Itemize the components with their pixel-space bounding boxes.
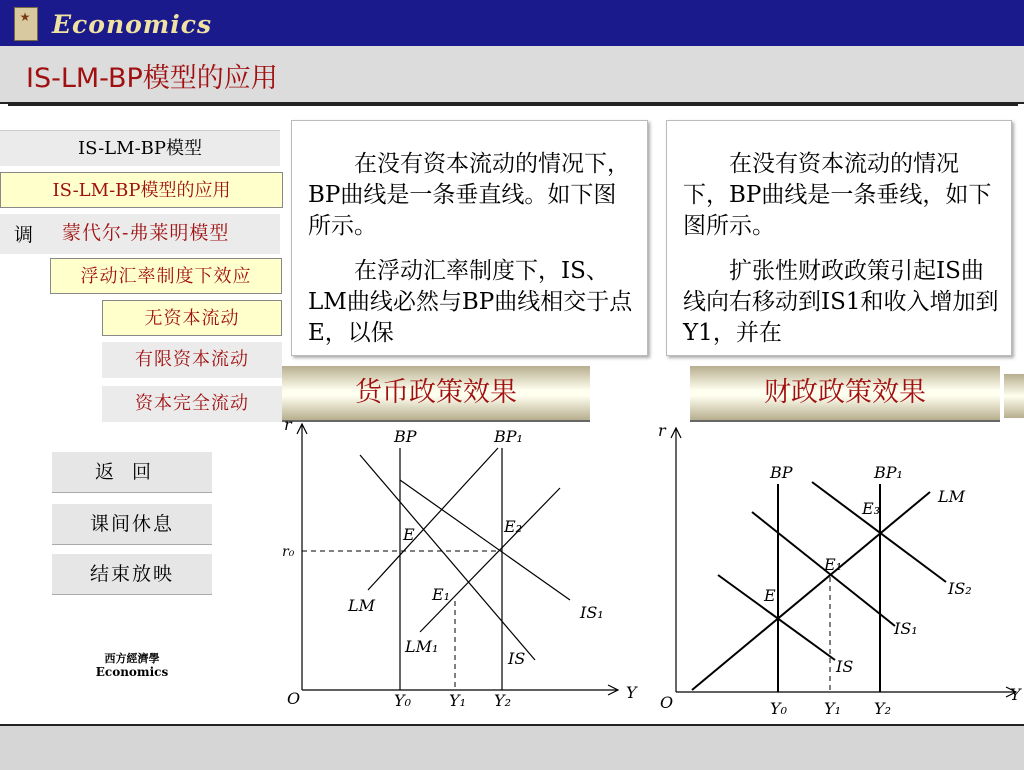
fiscal-para-1: 在没有资本流动的情况下，BP曲线是一条垂线，如下图所示。 <box>683 151 992 239</box>
bp1-label: BP₁ <box>494 427 523 446</box>
monetary-policy-text-panel[interactable] <box>291 120 648 356</box>
monetary-policy-effect-button[interactable]: 货币政策效果 <box>282 366 590 422</box>
e-label: E <box>764 586 776 605</box>
e3-label: E₃ <box>862 499 881 518</box>
r-axis-label: r <box>658 421 666 440</box>
is-curve <box>718 575 835 660</box>
lm-curve <box>368 448 498 590</box>
origin-label: O <box>660 693 674 712</box>
lm-label: LM <box>348 596 376 615</box>
y1-label: Y₁ <box>449 691 466 710</box>
bp1-label: BP₁ <box>874 463 903 482</box>
logo-icon: ★ <box>19 10 31 24</box>
nav-item-is-lm-bp-model[interactable]: IS-LM-BP模型 <box>0 130 280 166</box>
y0-label: Y₀ <box>770 699 787 718</box>
r-axis-label: r <box>284 420 292 434</box>
lm1-label: LM₁ <box>405 637 439 656</box>
y2-label: Y₂ <box>494 691 511 710</box>
slide-title: IS-LM-BP模型的应用 <box>26 63 278 94</box>
nav-item-floating-rate-effects[interactable]: 浮动汇率制度下效应 <box>50 258 282 294</box>
is-label: IS <box>836 657 854 676</box>
e-label: E <box>403 525 415 544</box>
monetary-policy-diagram <box>282 420 642 720</box>
monetary-para-2: 在浮动汇率制度下，IS、LM曲线必然与BP曲线相交于点E，以保 <box>308 258 633 346</box>
nav-item-no-capital-flow[interactable]: 无资本流动 <box>102 300 282 336</box>
is-curve <box>360 455 535 660</box>
nav-item-mundell-fleming[interactable]: 蒙代尔-弗莱明模型 <box>62 222 230 244</box>
bp-label: BP <box>394 427 417 446</box>
brand-chinese: 西方經濟學 <box>104 652 160 665</box>
end-show-button[interactable]: 结束放映 <box>52 554 212 595</box>
e2-label: E₂ <box>504 517 523 536</box>
footer-bar <box>0 724 1024 770</box>
nav-item-hidden-prefix: 调 <box>14 224 34 246</box>
back-button[interactable]: 返回 <box>52 452 212 493</box>
e1-label: E₁ <box>432 585 451 604</box>
title-divider <box>8 104 1018 106</box>
is2-label: IS₂ <box>948 579 972 598</box>
y-axis-label: Y <box>626 683 637 702</box>
lm-label: LM <box>938 487 966 506</box>
brand-english: Economics <box>95 665 169 679</box>
lm-curve <box>692 492 930 690</box>
r0-label: r₀ <box>282 544 295 560</box>
nav-item-limited-capital-flow[interactable]: 有限资本流动 <box>102 342 282 378</box>
y0-label: Y₀ <box>394 691 411 710</box>
y2-label: Y₂ <box>874 699 891 718</box>
fiscal-policy-effect-button[interactable]: 财政政策效果 <box>690 366 1000 422</box>
fiscal-para-2: 扩张性财政政策引起IS曲线向右移动到IS1和收入增加到Y1，并在 <box>683 258 999 346</box>
is1-label: IS₁ <box>894 619 918 638</box>
origin-label: O <box>287 689 301 708</box>
is1-label: IS₁ <box>580 603 604 622</box>
is-label: IS <box>508 649 526 668</box>
break-button[interactable]: 课间休息 <box>52 504 212 545</box>
y-axis-label: Y <box>1010 685 1021 704</box>
bp-label: BP <box>770 463 793 482</box>
nav-item-perfect-capital-flow[interactable]: 资本完全流动 <box>102 386 282 422</box>
fiscal-policy-diagram <box>652 420 1024 720</box>
y1-label: Y₁ <box>824 699 841 718</box>
monetary-para-1: 在没有资本流动的情况下，BP曲线是一条垂直线。如下图所示。 <box>308 151 630 239</box>
app-title: Economics <box>52 10 213 39</box>
fiscal-policy-text-panel[interactable] <box>666 120 1012 356</box>
banner-edge <box>1004 374 1024 418</box>
e1-label: E₁ <box>824 555 843 574</box>
is1-curve <box>400 480 570 600</box>
nav-item-model-application[interactable]: IS-LM-BP模型的应用 <box>0 172 283 208</box>
